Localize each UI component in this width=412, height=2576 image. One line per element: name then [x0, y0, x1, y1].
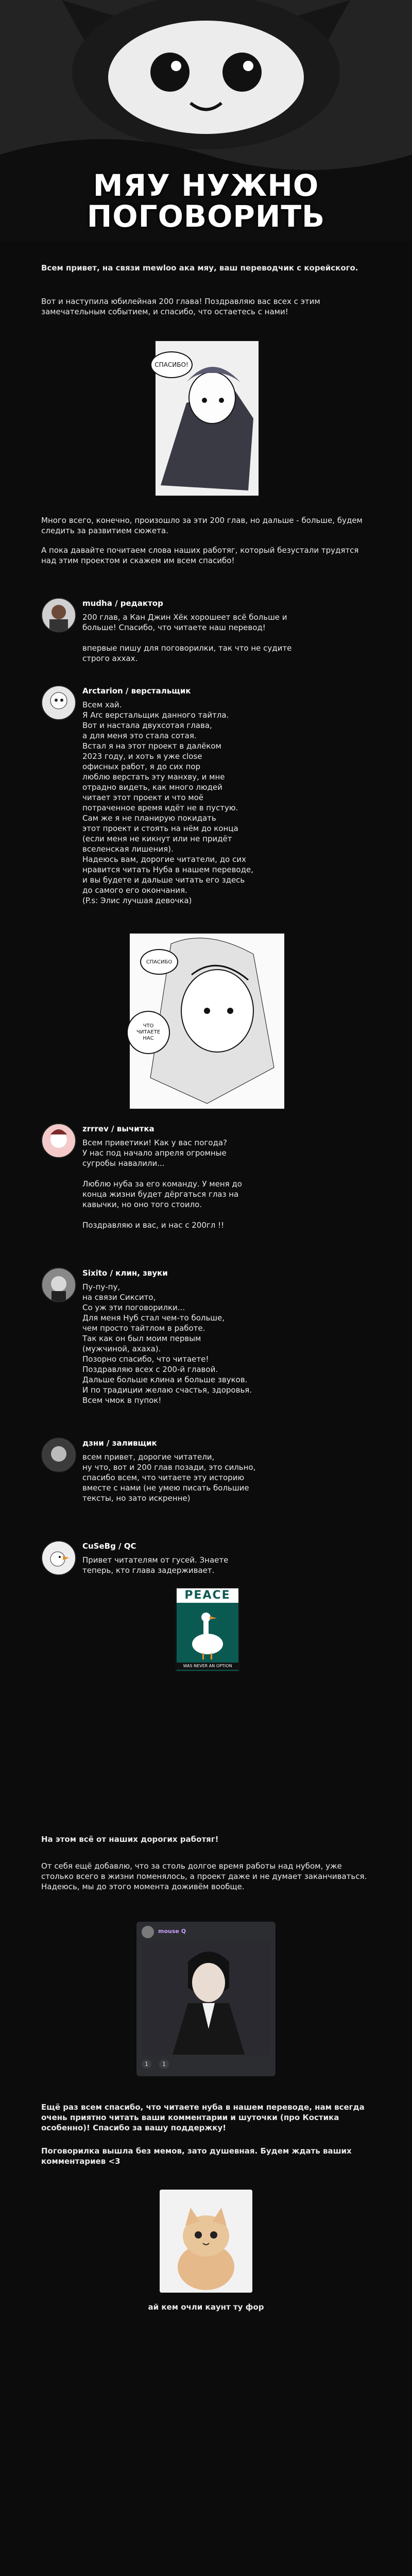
intro-manga-panel [154, 340, 260, 497]
member-nick-mudha: mudha / редактор [82, 599, 163, 608]
intro-p3: Много всего, конечно, произошло за эти 200 глав, но дальше - больше, будем следить за развитием сюжета. [41, 516, 363, 535]
avatar-cusebg [41, 1540, 76, 1575]
hero-title [0, 170, 412, 232]
discord-reaction-2[interactable]: 1 [159, 2060, 169, 2069]
intro-p4: А пока давайте почитаем слова наших работяг, который безустали трудятся над этим проектом и скажем им всем спасибо! [41, 546, 359, 565]
hero-title-line1: МЯУ НУЖНО [93, 168, 319, 203]
cat-illustration [160, 2190, 252, 2293]
goose-icon [177, 1603, 238, 1660]
discord-avatar [142, 1926, 154, 1938]
closing-p2: Ещё раз всем спасибо, что читаете нуба в нашем переводе, нам всегда очень приятно читать ваши комментарии и шуточки (про Костика особенно)! Спасибо за вашу поддержку! [41, 2103, 365, 2132]
member-nick-dzni: дзни / заливщик [82, 1438, 157, 1448]
discord-message-screenshot [136, 1922, 276, 2076]
member-text-arctarion: Всем хай. Я Arc верстальщик данного тайтла. Вот и настала двухсотая глава, а для меня это стала сотая. Встал я на этот проект в далёком 2023 году, и хоть я уже close офисных работ, я до сих пор люблю верстать эту манхву, и мне отрадно видеть, как много людей читает этот проект и что моё потраченное время идёт не в пустую. Сам же я не планирую покидать этот проект и стоять на нём до конца (если меня не кикнут или не придёт вселенская лишения). Надеюсь вам, дорогие читатели, до сих нравится читать Нуба в нашем переводе, и вы будете и дальше читать его здесь до самого его окончания. (P.s: Элис лучшая девочка) [82, 700, 253, 905]
discord-attached-image [142, 1941, 270, 2055]
avatar-sixito [41, 1267, 76, 1302]
speech-bubble-reading: ЧТО ЧИТАЕТЕ НАС [127, 1011, 170, 1054]
peace-goose-poster [175, 1587, 240, 1672]
member-nick-sixito: Sixito / клин, звуки [82, 1268, 168, 1278]
member-text-dzni: всем привет, дорогие читатели, ну что, вот и 200 глав позади, это сильно, спасибо всем, что читаете эту историю вместе с нами (не умею писать большие тексты, но зато искренне) [82, 1452, 256, 1503]
member-nick-cusebg: CuSeBg / QC [82, 1541, 136, 1551]
poster-bottom-text: WAS NEVER AN OPTION [177, 1663, 238, 1670]
hero-banner [0, 0, 412, 242]
manga-panel-thanks [129, 933, 285, 1110]
hero-title-line2: ПОГОВОРИТЬ [87, 199, 325, 234]
speech-bubble-thanks: СПАСИБО! [150, 351, 193, 378]
avatar-dzni [41, 1437, 76, 1472]
avatar-arctarion [41, 685, 76, 720]
member-text-cusebg: Привет читателям от гусей. Знаете теперь, кто глава задерживает. [82, 1555, 229, 1575]
cat-caption: ай кем очли каунт ту фор [148, 2302, 264, 2312]
discord-reaction-1[interactable]: 1 [142, 2060, 151, 2069]
member-nick-arctarion: Arctarion / верстальщик [82, 686, 191, 696]
closing-p3: Поговорилка вышла без мемов, зато душевная. Будем ждать ваших комментариев <3 [41, 2146, 352, 2166]
member-text-sixito: Пу-пу-пу, на связи Сиксито, Со уж эти поговорилки... Для меня Нуб стал чем-то больше, чем просто тайтлом в работе. Так как он был моим первым (мужчиной, ахаха). Позорно спасибо, что читаете! Поздравляю всех с 200-й главой. Дальше больше клина и больше звуков. И по традиции желаю счастья, здоровья. Всем чмок в пупок! [82, 1282, 252, 1405]
member-text-zrrrev: Всем приветики! Как у вас погода? У нас под начало апреля огромные сугробы навалили... Люблю нуба за его команду. У меня до конца жизни будет дёргаться глаз на кавычки, но оно того стоило. Поздравляю и вас, и нас с 200гл !! [82, 1138, 242, 1230]
closing-p1: От себя ещё добавлю, что за столь долгое время работы над нубом, уже столько всего в жизни поменялось, а проект даже и не думает заканчиваться. Надеюсь, мы до этого момента доживём вообще. [41, 1861, 367, 1891]
cat-photo [160, 2190, 252, 2293]
intro-p2: Вот и наступила юбилейная 200 глава! Поздравляю вас всех с этим замечательным событием, и спасибо, что остаетесь с нами! [41, 297, 320, 316]
avatar-zrrrev [41, 1123, 76, 1158]
intro-p1: Всем привет, на связи mewloo ака мяу, ваш переводчик с корейского. [41, 263, 358, 273]
avatar-mudha [41, 598, 76, 633]
closing-heading: На этом всё от наших дорогих работяг! [41, 1835, 219, 1844]
poster-top-text: PEACE [177, 1588, 238, 1603]
member-text-mudha: 200 глав, а Кан Джин Хёк хорошеет всё больше и больше! Спасибо, что читаете наш перевод! впервые пишу для поговорилки, так что не судите строго аххах. [82, 613, 292, 663]
speech-bubble-thanks-2: СПАСИБО [140, 949, 178, 975]
discord-author: mouse Q [158, 1928, 186, 1935]
member-nick-zrrrev: zrrrev / вычитка [82, 1124, 154, 1133]
